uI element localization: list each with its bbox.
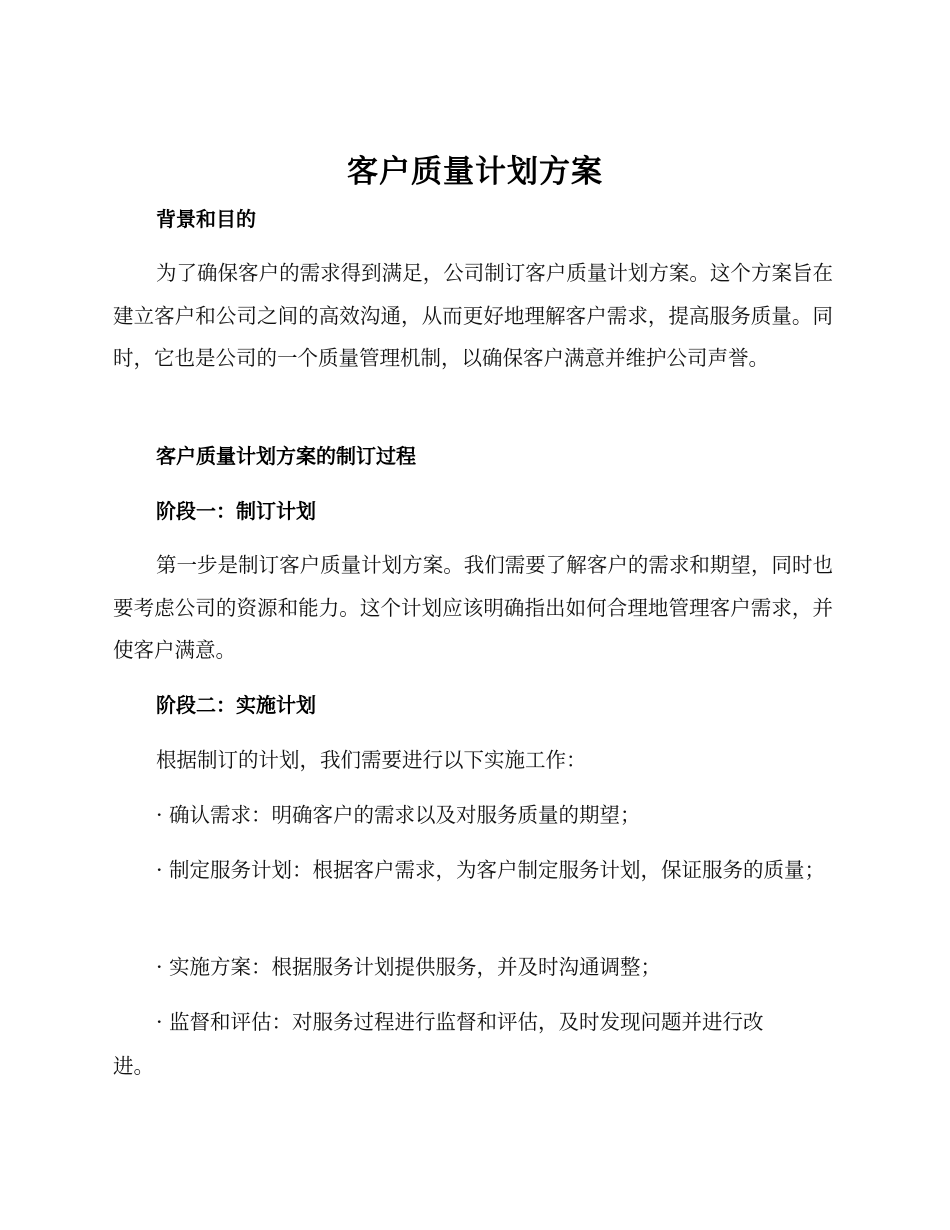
paragraph-background: 为了确保客户的需求得到满足，公司制订客户质量计划方案。这个方案旨在建立客户和公司之间的高效沟通，从而更好地理解客户需求，提高服务质量。同时，它也是公司的一个质量管理机制，以确保客户满意并维护公司声誉。: [113, 261, 833, 370]
section-heading-background: 背景和目的: [156, 207, 256, 231]
section-heading-process: 客户质量计划方案的制订过程: [156, 444, 416, 468]
document-title: 客户质量计划方案: [347, 154, 603, 190]
list-item-confirm-needs: · 确认需求：明确客户的需求以及对服务质量的期望；: [156, 803, 641, 827]
paragraph-stage2-intro: 根据制订的计划，我们需要进行以下实施工作：: [156, 748, 587, 772]
paragraph-stage1: 第一步是制订客户质量计划方案。我们需要了解客户的需求和期望，同时也要考虑公司的资源和能力。这个计划应该明确指出如何合理地管理客户需求，并使客户满意。: [113, 553, 833, 662]
section-heading-stage1: 阶段一：制订计划: [156, 499, 316, 523]
list-item-monitor-evaluate: · 监督和评估：对服务过程进行监督和评估，及时发现问题并进行改进。: [113, 1010, 764, 1078]
list-item-service-plan: · 制定服务计划：根据客户需求，为客户制定服务计划，保证服务的质量；: [156, 858, 826, 882]
list-item-implementation: · 实施方案：根据服务计划提供服务，并及时沟通调整；: [156, 955, 662, 979]
section-heading-stage2: 阶段二：实施计划: [156, 693, 316, 717]
